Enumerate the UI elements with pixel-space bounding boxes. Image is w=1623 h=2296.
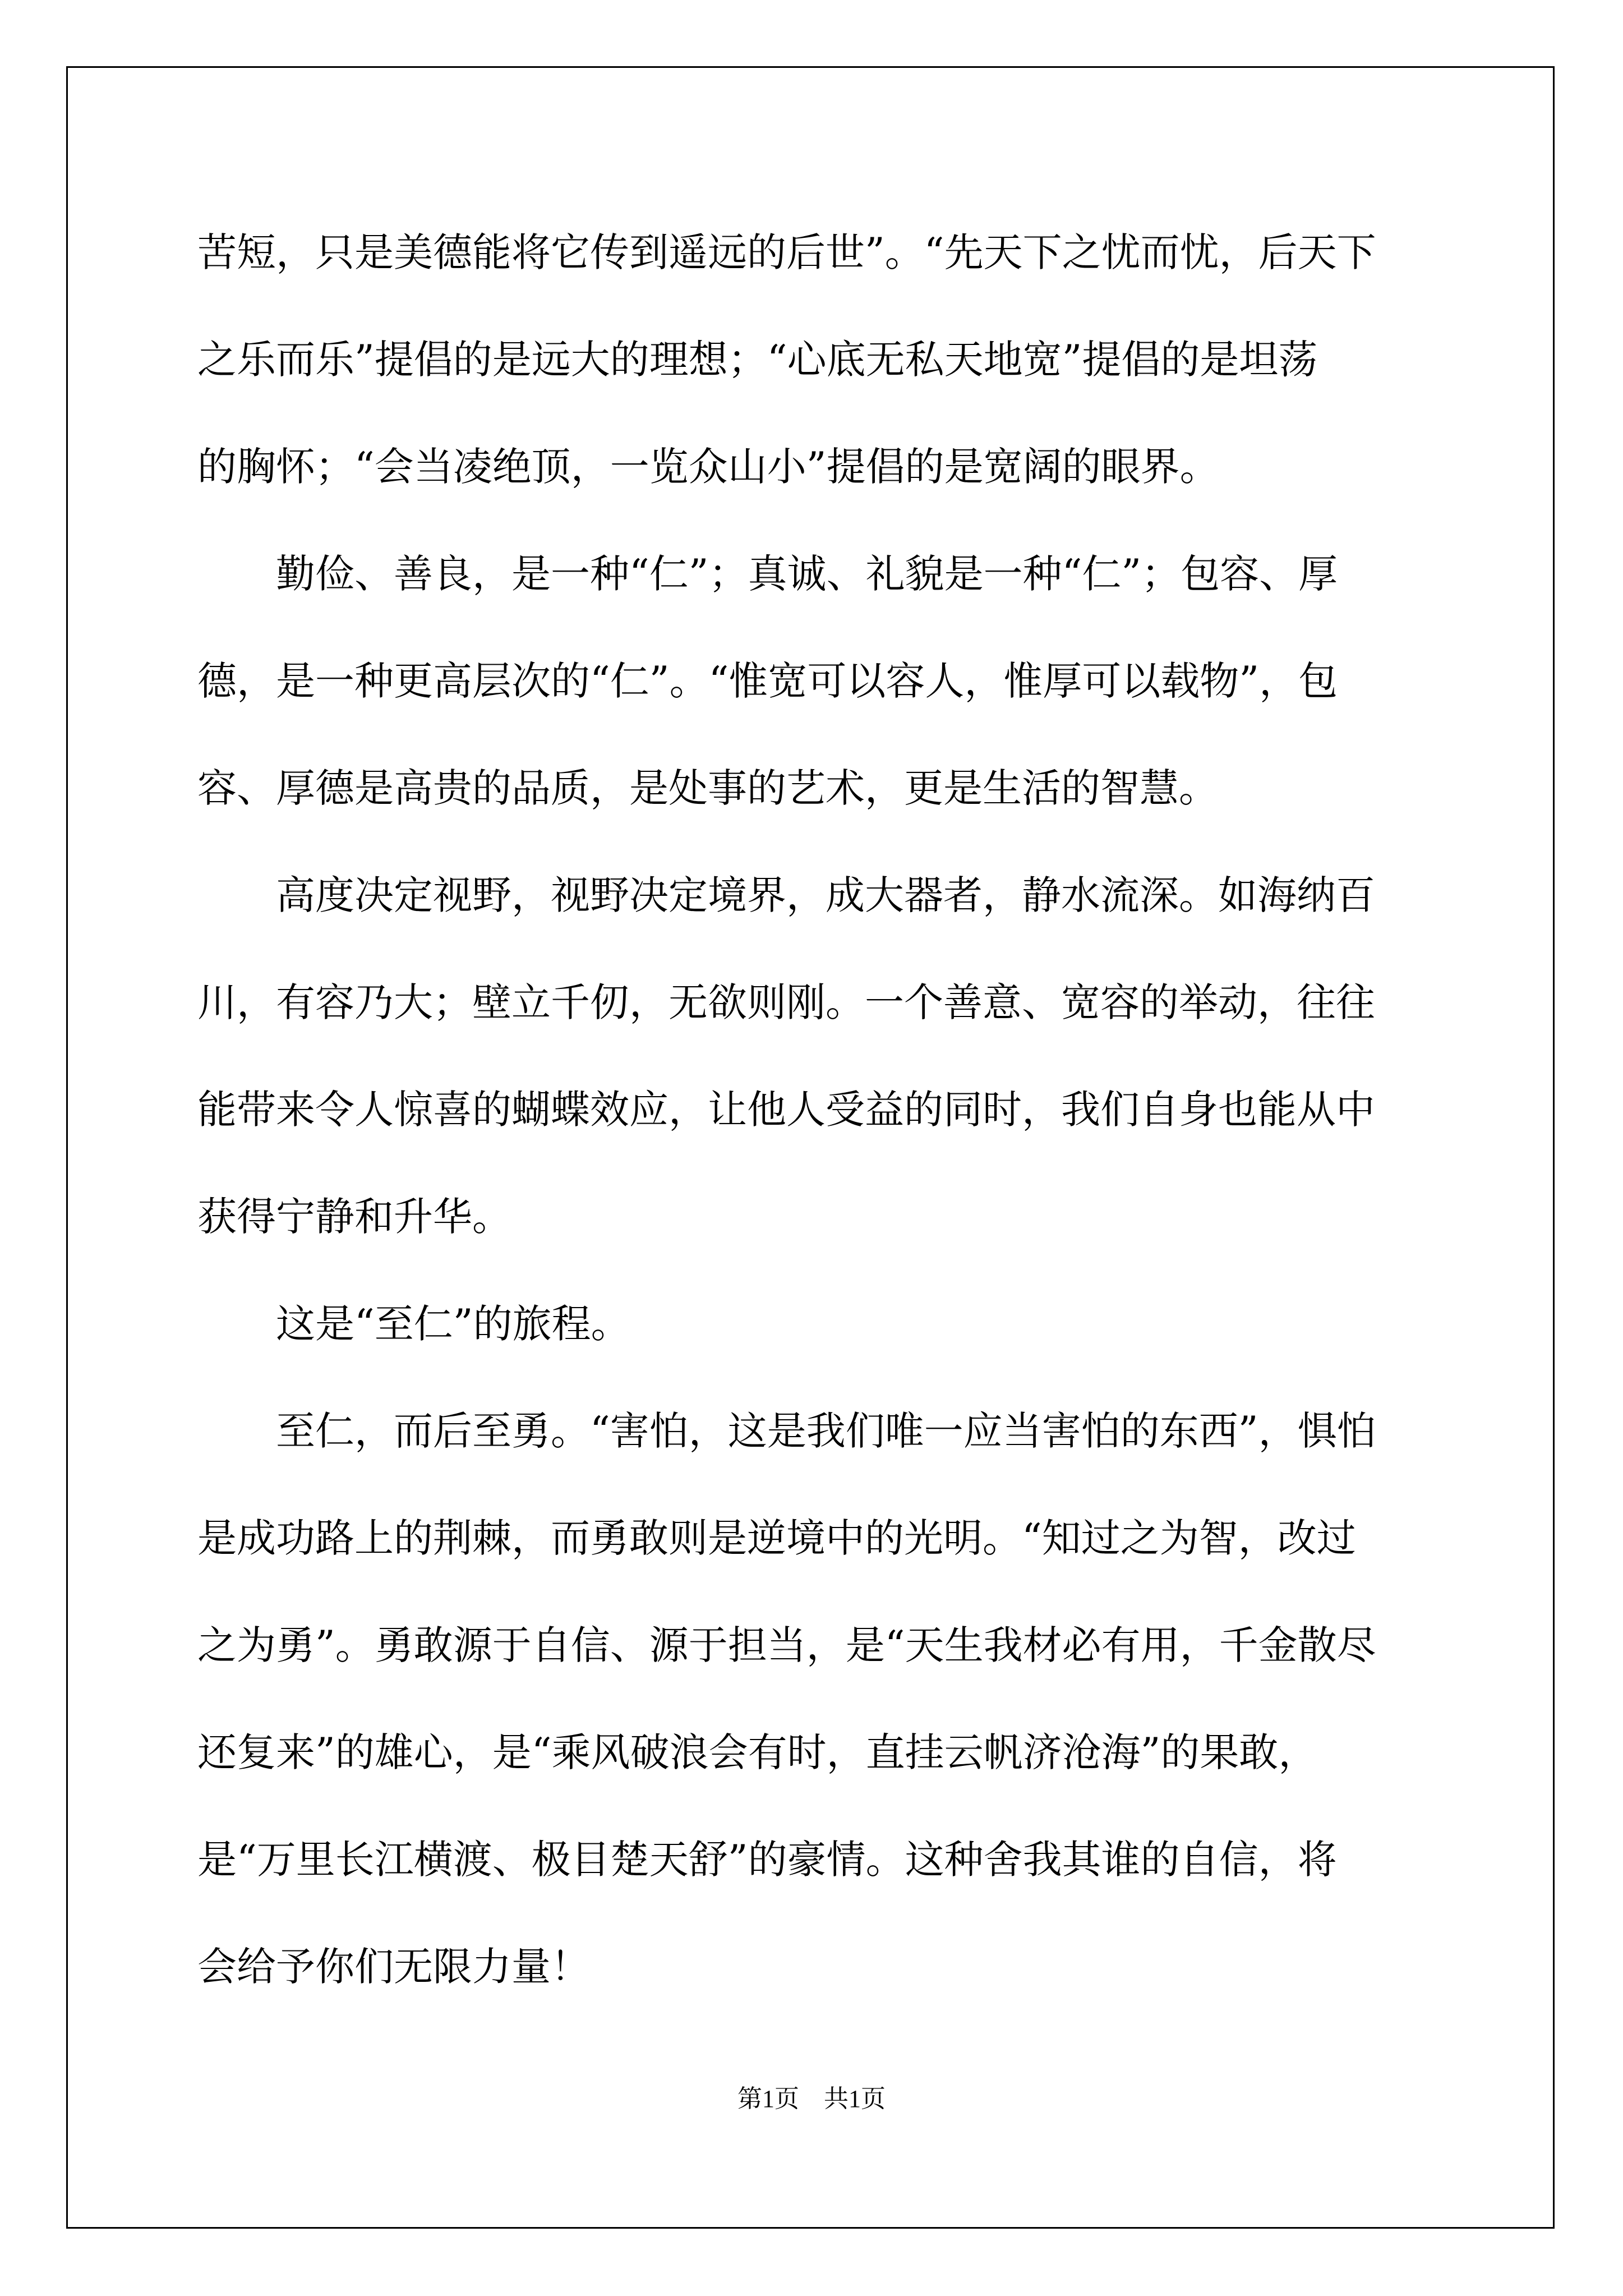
text-line: 会给予你们无限力量！ [197, 1944, 590, 1990]
text-line: 高度决定视野，视野决定境界，成大器者，静水流深。如海纳百 [197, 872, 1375, 918]
text-line: 是“万里长江横渡、极目楚天舒”的豪情。这种舍我其谁的自信，将 [197, 1837, 1337, 1883]
page-border [66, 66, 1555, 2229]
text-line: 川，有容乃大；壁立千仞，无欲则刚。一个善意、宽容的举动，往往 [197, 979, 1375, 1025]
text-line: 之为勇”。勇敢源于自信、源于担当，是“天生我材必有用，千金散尽 [197, 1622, 1376, 1668]
text-line: 获得宁静和升华。 [197, 1194, 511, 1240]
page-footer: 第1页 共1页 [737, 2085, 886, 2113]
text-line: 是成功路上的荆棘，而勇敢则是逆境中的光明。“知过之为智，改过 [197, 1515, 1356, 1561]
text-line: 之乐而乐”提倡的是远大的理想；“心底无私天地宽”提倡的是坦荡 [197, 337, 1318, 383]
text-line: 苦短，只是美德能将它传到遥远的后世”。“先天下之忧而忧，后天下 [197, 229, 1376, 275]
text-line: 容、厚德是高贵的品质，是处事的艺术，更是生活的智慧。 [197, 765, 1218, 811]
text-line: 还复来”的雄心，是“乘风破浪会有时，直挂云帆济沧海”的果敢， [197, 1729, 1318, 1775]
text-line: 德，是一种更高层次的“仁”。“惟宽可以容人，惟厚可以载物”，包 [197, 658, 1338, 704]
text-line: 能带来令人惊喜的蝴蝶效应，让他人受益的同时，我们自身也能从中 [197, 1087, 1375, 1133]
text-line: 至仁，而后至勇。“害怕，这是我们唯一应当害怕的东西”，惧怕 [197, 1408, 1376, 1454]
text-line: 勤俭、善良，是一种“仁”；真诚、礼貌是一种“仁”；包容、厚 [197, 551, 1338, 597]
text-line: 的胸怀；“会当凌绝顶，一览众山小”提倡的是宽阔的眼界。 [197, 444, 1219, 490]
text-line: 这是“至仁”的旅程。 [197, 1301, 630, 1347]
